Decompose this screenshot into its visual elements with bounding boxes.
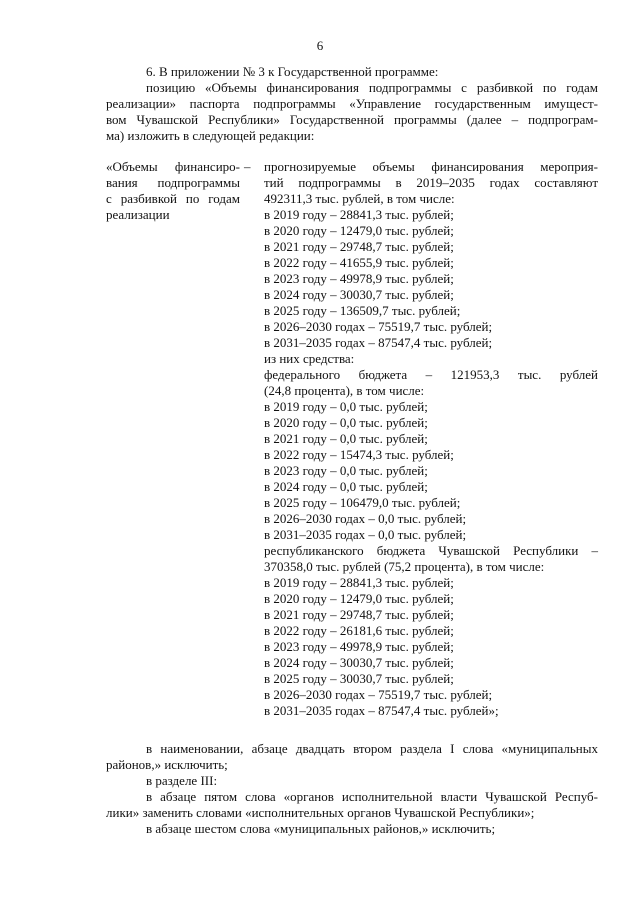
left-line: вания подпрограммы bbox=[106, 175, 240, 190]
right-line: в 2025 году – 136509,7 тыс. рублей; bbox=[264, 303, 461, 318]
right-line: республиканского бюджета Чувашской Республики – bbox=[264, 543, 598, 558]
right-line: в 2020 году – 12479,0 тыс. рублей; bbox=[264, 223, 454, 238]
outro-line-3a: в абзаце пятом слова «органов исполнительной власти Чувашской Респуб- bbox=[146, 789, 598, 804]
outro-line-1a: в наименовании, абзаце двадцать втором раздела I слова «муниципальных bbox=[146, 741, 598, 756]
left-line: реализации bbox=[106, 207, 170, 222]
right-line: прогнозируемые объемы финансирования мероприя- bbox=[264, 159, 598, 174]
outro-line-3b: лики» заменить словами «исполнительных органов Чувашской Республики»; bbox=[106, 805, 535, 820]
right-line: 492311,3 тыс. рублей, в том числе: bbox=[264, 191, 455, 206]
right-line: в 2020 году – 12479,0 тыс. рублей; bbox=[264, 591, 454, 606]
right-line: в 2023 году – 0,0 тыс. рублей; bbox=[264, 463, 428, 478]
left-line: «Объемы финансиро- bbox=[106, 159, 240, 174]
intro-line-4: ма) изложить в следующей редакции: bbox=[106, 128, 315, 143]
intro-line-1: позицию «Объемы финансирования подпрограммы с разбивкой по годам bbox=[146, 80, 598, 95]
right-line: в 2023 году – 49978,9 тыс. рублей; bbox=[264, 271, 454, 286]
right-line: в 2022 году – 41655,9 тыс. рублей; bbox=[264, 255, 454, 270]
right-line: в 2021 году – 29748,7 тыс. рублей; bbox=[264, 239, 454, 254]
right-line: в 2019 году – 28841,3 тыс. рублей; bbox=[264, 207, 454, 222]
right-line: из них средства: bbox=[264, 351, 355, 366]
right-line: в 2021 году – 29748,7 тыс. рублей; bbox=[264, 607, 454, 622]
right-line: в 2026–2030 годах – 0,0 тыс. рублей; bbox=[264, 511, 467, 526]
right-line: в 2031–2035 годах – 87547,4 тыс. рублей; bbox=[264, 335, 493, 350]
right-line: в 2026–2030 годах – 75519,7 тыс. рублей; bbox=[264, 687, 493, 702]
right-line: в 2025 году – 106479,0 тыс. рублей; bbox=[264, 495, 461, 510]
right-line: 370358,0 тыс. рублей (75,2 процента), в том числе: bbox=[264, 559, 545, 574]
right-line: тий подпрограммы в 2019–2035 годах составляют bbox=[264, 175, 598, 190]
right-line: в 2024 году – 30030,7 тыс. рублей; bbox=[264, 287, 454, 302]
outro-line-2: в разделе III: bbox=[146, 773, 218, 788]
right-line: в 2021 году – 0,0 тыс. рублей; bbox=[264, 431, 428, 446]
right-line: в 2024 году – 0,0 тыс. рублей; bbox=[264, 479, 428, 494]
right-line: в 2031–2035 годах – 87547,4 тыс. рублей»; bbox=[264, 703, 499, 718]
page-number: 6 bbox=[316, 38, 324, 53]
outro-line-1b: районов,» исключить; bbox=[106, 757, 228, 772]
intro-line-3: вом Чувашской Республики» Государственной программы (далее – подпрограм- bbox=[106, 112, 598, 127]
right-line: в 2019 году – 28841,3 тыс. рублей; bbox=[264, 575, 454, 590]
right-line: федерального бюджета – 121953,3 тыс. рублей bbox=[264, 367, 598, 382]
right-line: в 2031–2035 годах – 0,0 тыс. рублей; bbox=[264, 527, 467, 542]
outro-line-4: в абзаце шестом слова «муниципальных районов,» исключить; bbox=[146, 821, 496, 836]
right-line: в 2019 году – 0,0 тыс. рублей; bbox=[264, 399, 428, 414]
right-line: в 2022 году – 15474,3 тыс. рублей; bbox=[264, 447, 454, 462]
right-line: (24,8 процента), в том числе: bbox=[264, 383, 425, 398]
intro-item: 6. В приложении № 3 к Государственной программе: bbox=[146, 64, 439, 79]
left-line: с разбивкой по годам bbox=[106, 191, 240, 206]
right-line: в 2023 году – 49978,9 тыс. рублей; bbox=[264, 639, 454, 654]
right-line: в 2025 году – 30030,7 тыс. рублей; bbox=[264, 671, 454, 686]
separator-dash: – bbox=[244, 159, 251, 174]
right-line: в 2020 году – 0,0 тыс. рублей; bbox=[264, 415, 428, 430]
right-line: в 2026–2030 годах – 75519,7 тыс. рублей; bbox=[264, 319, 493, 334]
right-line: в 2022 году – 26181,6 тыс. рублей; bbox=[264, 623, 454, 638]
right-line: в 2024 году – 30030,7 тыс. рублей; bbox=[264, 655, 454, 670]
intro-line-2: реализации» паспорта подпрограммы «Управление государственным имущест- bbox=[106, 96, 598, 111]
